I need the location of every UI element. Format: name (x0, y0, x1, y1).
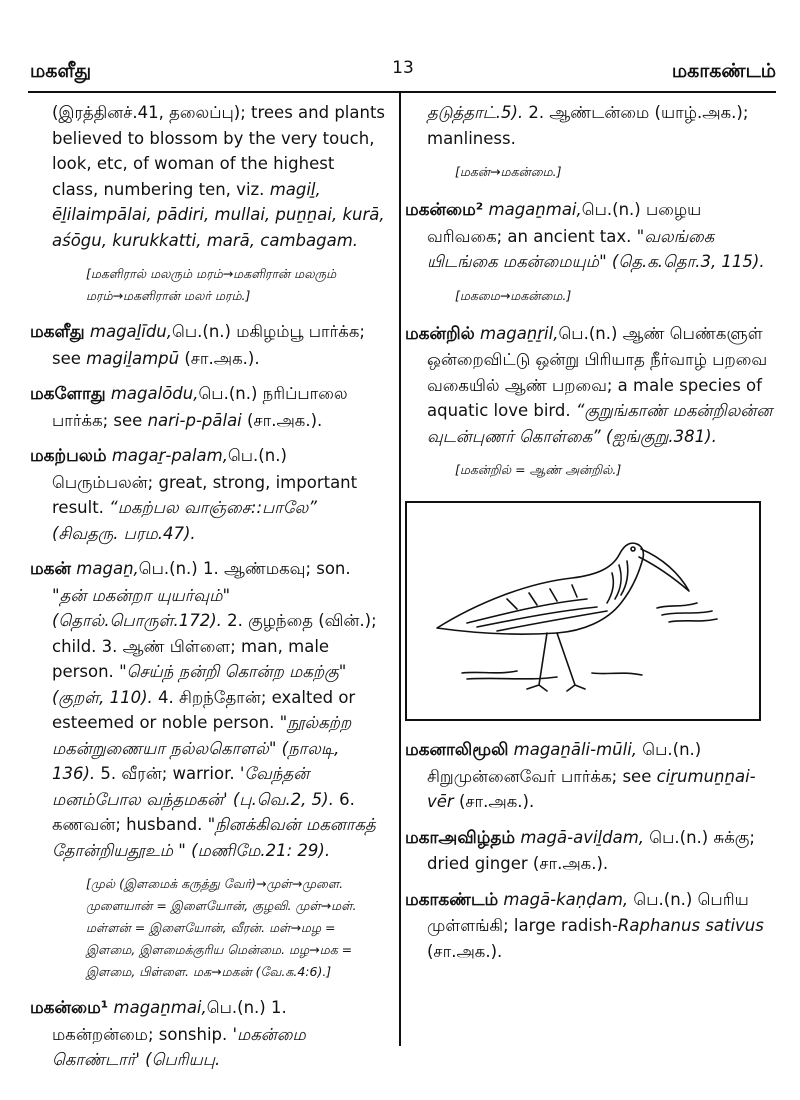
source: (சா.அக.). (427, 941, 503, 961)
bird-beak (639, 549, 689, 591)
entry-continuation (30, 100, 385, 253)
headword: மகளோது (30, 384, 106, 404)
definition: பெ.(n.) பெரிய முள்ளங்கி; large radish- (427, 889, 749, 935)
sense-2-3: 2. குழந்தை (வின்.); child. 3. ஆண் பிள்ளை; man, male person. (52, 611, 377, 681)
entry-maganril (405, 321, 777, 450)
cross-reference: ciṟumuṉṉai-vēr (427, 766, 756, 811)
quotation: 'மகன்மை கொண்டார்' (பெரியபு. (52, 1024, 306, 1069)
transliteration: magaḻīdu, (89, 322, 173, 341)
entry-magaavildam (405, 825, 777, 877)
definition: பெ.(n.) மகிழம்பூ பார்க்க; see (52, 322, 365, 368)
etymology-note: [மகன்றில் = ஆண் அன்றில்.] (455, 462, 622, 477)
entry-magalidu (30, 319, 385, 371)
quotation-2: "செய்ந் நன்றி கொன்ற மகற்கு" (குறள், 110). (52, 662, 347, 707)
headword: மகற்பலம் (30, 446, 107, 466)
entry-magalodu (30, 381, 385, 433)
sense-5: 5. வீரன்; warrior. (95, 764, 240, 783)
quotation-1: "தன் மகன்றா யுயர்வும்" (தொல்.பொருள்.172). (52, 585, 231, 630)
transliteration: magaṉmai, (113, 998, 207, 1017)
headword: மகன்மை¹ (30, 998, 109, 1018)
transliteration: magaṉṟil, (480, 323, 559, 343)
quotation: தடுத்தாட்.5). (427, 103, 524, 122)
definition: பெ.(n.) பழைய வரிவகை; an ancient tax. (427, 200, 702, 246)
headword: மகன்மை² (405, 200, 484, 220)
definition: பெ.(n.) பெரும்பலன்; great, strong, important result. (52, 446, 358, 517)
sense-4: 4. சிறந்தோன்; exalted or esteemed or noble person. (52, 687, 356, 732)
etymology-note: [மகளிரால் மலரும் மரம்→மகளிரான் மலரும் மரம்→மகளிரான் மலர் மரம்.] (86, 266, 337, 303)
entry-text: (இரத்தினச்.41, தலைப்பு); trees and plants believed to blossom by the very touch, look, etc, of woman of the highest class, numbering ten, viz. (52, 103, 386, 199)
source: (சா.அக.). (241, 410, 323, 430)
right-column (405, 100, 777, 974)
headword: மகனாலிமூலி (405, 740, 509, 760)
heron-drawing (407, 503, 759, 719)
definition: பெ.(n.) சுக்கு; dried ginger (சா.அக.). (427, 827, 755, 873)
cross-reference: magiḻampū (86, 348, 180, 368)
entry-maganalimuli (405, 737, 777, 815)
left-column (30, 100, 385, 1083)
quotation-3: "நூல்கற்ற மகன்றுணையா நல்லகொளல்" (நாலடி, 136). (52, 713, 352, 783)
transliteration: magaṉmai, (488, 200, 582, 219)
entry-maganmai-1 (30, 995, 385, 1073)
definition: பெ.(n.) நரிப்பாலை பார்க்க; see (52, 384, 348, 430)
quotation-4: 'வேந்தன் மனம்போல வந்தமகன்' (பு.வெ.2, 5). (52, 764, 334, 809)
transliteration: magaṉ, (76, 559, 139, 578)
quotation: "வலங்கை யிடங்கை மகன்மையும்" (தெ.க.தொ.3, 115). (427, 226, 765, 271)
bird-illustration (405, 501, 761, 721)
source: (சா.அக.). (179, 348, 260, 368)
cross-reference: nari-p-pālai (147, 410, 242, 430)
headword: மகன்றில் (405, 323, 475, 344)
scientific-name: Raphanus sativus (617, 916, 764, 935)
bird-legs (527, 633, 585, 691)
entry-italic-list: magiḻ, ēḻilaimpālai, pādiri, mullai, puṉṉai, kurā, aśōgu, kurukkatti, marā, cambagam. (52, 179, 385, 250)
definition: பெ.(n.) சிறுமுன்னைவேர் பார்க்க; see (427, 740, 702, 786)
definition: 2. ஆண்டன்மை (யாழ்.அக.); manliness. (427, 103, 749, 148)
transliteration: magaṟ-palam, (111, 446, 228, 465)
water-ripples (657, 603, 717, 622)
entry-maganmai-2 (405, 197, 777, 275)
right-running-headword: மகாகண்டம் (671, 60, 776, 82)
sense-1: பெ.(n.) 1. ஆண்மகவு; son. (138, 559, 351, 578)
transliteration: magā-aviḻdam, (520, 827, 645, 847)
entry-continuation (405, 100, 777, 151)
definition: பெ.(n.) ஆண் பெண்களுள் ஒன்றைவிட்டு ஒன்று பிரியாத நீர்வாழ் பறவை வகையில் ஆண் பறவை; a male species of aquatic love bird. (427, 323, 768, 420)
bird-wing-lines (467, 585, 607, 631)
transliteration: magaṉāli-mūli, (513, 740, 638, 759)
entry-magakandam (405, 887, 777, 965)
headword: மகன் (30, 559, 72, 579)
left-running-headword: மகளீது (30, 60, 92, 82)
quotation: “மகற்பல வாஞ்சை::பாலே” (சிவதரு. பரம.47). (52, 498, 317, 543)
bird-eye (631, 547, 635, 551)
bird-neck-feathers (607, 561, 628, 603)
etymology-note: [மகன்→மகன்மை.] (455, 164, 562, 179)
page-header (30, 58, 776, 88)
etymology-note: [முல் (இளமைக் கருத்து வேர்)→முள்→முளை. முளையான் = இளையோன், குழவி. முள்→மள். மள்ளன் = இளையோன், வீரன். மள்→மழ = இளமை, இளமைக்குரிய மென்மை. மழ→மக = இளமை, பிள்ளை. மக→மகன் (வே.க.4:6).] (86, 876, 357, 979)
sense-6: 6. கணவன்; husband. (52, 789, 355, 834)
quotation-5: "நினக்கிவன் மகனாகத் தோன்றியதூஉம் " (மணிமே.21: 29). (52, 815, 376, 860)
entry-magan (30, 556, 385, 863)
headword: மகாகண்டம் (405, 889, 499, 910)
transliteration: magalōdu, (110, 384, 199, 403)
definition: பெ.(n.) 1. மகன்றன்மை; sonship. (52, 998, 287, 1044)
headword: மகளீது (30, 322, 85, 342)
ground-grass (462, 671, 642, 679)
headword: மகாஅவிழ்தம் (405, 827, 516, 848)
source: (சா.அக.). (453, 792, 535, 811)
quotation: “குறுங்காண் மகன்றிலன்ன வுடன்புணர் கொள்கை” (ஐங்குறு.381). (427, 401, 773, 446)
etymology-note: [மகமை→மகன்மை.] (455, 287, 572, 303)
transliteration: magā-kaṇḍam, (503, 889, 629, 909)
entry-magarpalam (30, 443, 385, 546)
page-number: 13 (392, 58, 414, 78)
header-rule (28, 91, 776, 93)
column-divider (399, 91, 401, 1046)
